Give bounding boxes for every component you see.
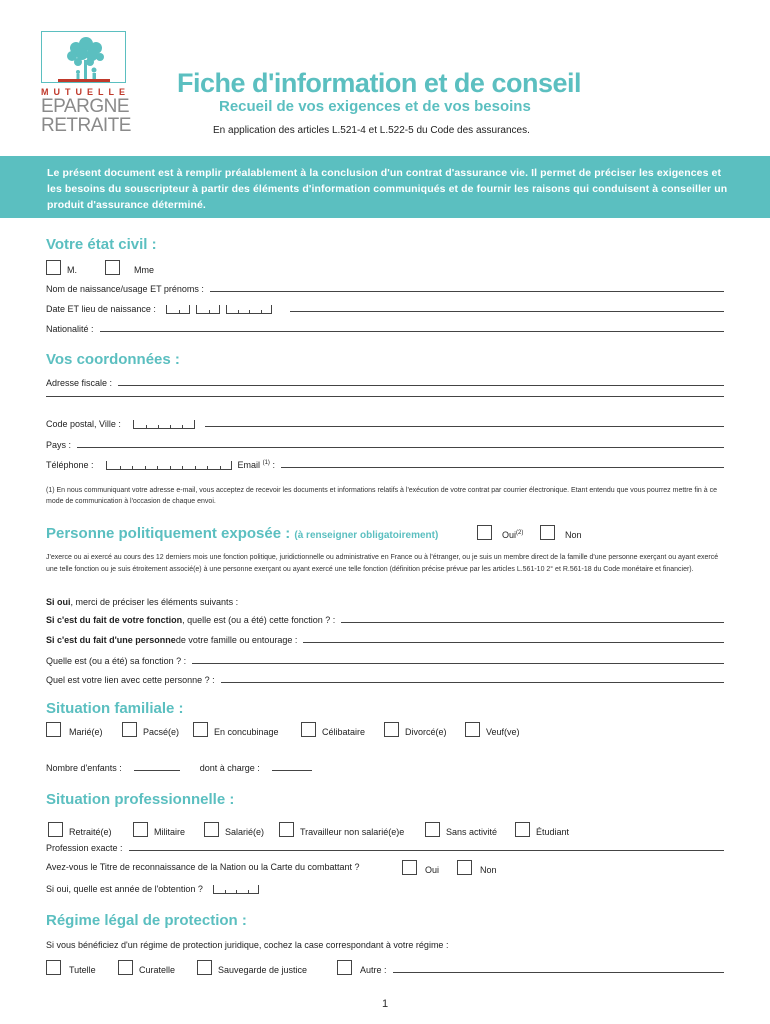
checkbox-ppe-oui-label: Oui$^{(2)}$ (502, 530, 524, 540)
checkbox-pacse-label: Pacsé(e) (143, 727, 180, 737)
section-title-coordonnees: Vos coordonnées : (46, 351, 180, 368)
checkbox-box[interactable] (118, 960, 133, 975)
checkbox-concubinage-label: En concubinage (214, 727, 279, 737)
checkbox-sans-activite[interactable] (425, 822, 497, 837)
checkbox-box[interactable] (402, 860, 417, 875)
field-autre-input[interactable] (393, 972, 724, 973)
section-title-ppe: Personne politiquement exposée : (à renseigner obligatoirement) (46, 525, 439, 542)
field-nationalite-input[interactable] (100, 331, 724, 332)
field-profession-input[interactable] (129, 850, 724, 851)
field-nom-input[interactable] (210, 291, 724, 292)
checkbox-box[interactable] (279, 822, 294, 837)
field-adresse-input-2[interactable] (46, 396, 724, 397)
field-adresse[interactable] (46, 378, 724, 388)
checkbox-titre-oui-label: Oui (425, 865, 440, 875)
field-annee-obtention[interactable] (46, 884, 265, 894)
field-nom-label: Nom de naissance/usage ET prénoms : (46, 284, 204, 294)
checkbox-concubinage[interactable] (193, 722, 279, 737)
checkbox-box[interactable] (46, 960, 61, 975)
tree-icon (41, 31, 126, 83)
titre-nation-label: Avez-vous le Titre de reconnaissance de la Nation ou la Carte du combattant ? (46, 862, 360, 872)
field-nom[interactable] (46, 284, 724, 294)
checkbox-divorce[interactable] (384, 722, 447, 737)
checkbox-m-label: M. (67, 265, 77, 275)
intro-banner: Le présent document est à remplir préalablement à la conclusion d'un contrat d'assurance vie. Il permet de préciser les exigences et les besoins du souscripteur à partir des éléments d'information communiqués et de fournir les raisons qui conduisent à conseiller un produit d'assurance déterminé. (0, 156, 770, 218)
field-telephone[interactable] (46, 460, 724, 470)
field-autre[interactable] (337, 960, 724, 975)
page-subtitle: Recueil de vos exigences et de vos besoins (219, 98, 531, 115)
checkbox-etudiant[interactable] (515, 822, 569, 837)
checkbox-box[interactable] (204, 822, 219, 837)
date-comb[interactable] (166, 304, 278, 314)
field-enfants[interactable] (46, 763, 312, 773)
checkbox-tns-label: Travailleur non salarié(e)e (300, 827, 405, 837)
field-code-postal-label: Code postal, Ville : (46, 419, 121, 429)
ppe-si-oui: Si oui , merci de préciser les éléments suivants : (46, 597, 239, 607)
field-ppe-sa-fonction[interactable] (46, 656, 724, 666)
field-code-postal[interactable] (46, 419, 724, 429)
field-nationalite[interactable] (46, 324, 724, 334)
field-ppe-sa-fonction-label: Quelle est (ou a été) sa fonction ? : (46, 656, 187, 666)
checkbox-box[interactable] (193, 722, 208, 737)
field-email-label: Email $^{(1)}$ : (237, 460, 275, 470)
checkbox-box[interactable] (384, 722, 399, 737)
checkbox-retraite-label: Retraité(e) (69, 827, 112, 837)
field-profession[interactable] (46, 843, 724, 853)
checkbox-mme-label: Mme (134, 265, 154, 275)
logo-mutuelle: MUTUELLE (41, 87, 130, 97)
checkbox-box[interactable] (515, 822, 530, 837)
annee-comb[interactable] (213, 884, 265, 894)
field-ppe-lien-input[interactable] (221, 682, 724, 683)
section-title-familiale: Situation familiale : (46, 700, 184, 717)
checkbox-curatelle-label: Curatelle (139, 965, 176, 975)
field-ppe-fonction[interactable]: Si c'est du fait de votre fonction , quelle est (ou a été) cette fonction ? : (46, 615, 724, 625)
field-profession-label: Profession exacte : (46, 843, 123, 853)
checkbox-tns[interactable] (279, 822, 404, 837)
postal-comb[interactable] (133, 419, 201, 429)
checkbox-box[interactable] (540, 525, 555, 540)
section-title-protection: Régime légal de protection : (46, 912, 247, 929)
checkbox-ppe-non-label: Non (565, 530, 582, 540)
checkbox-mme[interactable] (105, 260, 154, 275)
field-ppe-lien[interactable] (46, 675, 724, 685)
checkbox-curatelle[interactable] (118, 960, 175, 975)
checkbox-titre-oui[interactable] (402, 860, 439, 875)
checkbox-celibataire[interactable] (301, 722, 365, 737)
checkbox-tutelle[interactable] (46, 960, 96, 975)
field-ppe-lien-label: Quel est votre lien avec cette personne ? : (46, 675, 215, 685)
checkbox-etudiant-label: Étudiant (536, 827, 570, 837)
field-charge-label: dont à charge : (199, 763, 260, 773)
checkbox-salarie[interactable] (204, 822, 264, 837)
checkbox-box[interactable] (133, 822, 148, 837)
checkbox-autre-label: Autre : (360, 965, 387, 975)
checkbox-autre[interactable] (337, 960, 352, 975)
field-ppe-personne-input[interactable] (303, 642, 724, 643)
field-charge-input[interactable] (272, 770, 312, 771)
logo-epargne: EPARGNE (41, 96, 130, 117)
checkbox-retraite[interactable] (48, 822, 112, 837)
field-adresse-line2[interactable] (46, 396, 724, 399)
field-date-lieu[interactable] (46, 304, 724, 314)
field-enfants-input[interactable] (134, 770, 180, 771)
field-enfants-label: Nombre d'enfants : (46, 763, 122, 773)
section-title-professionnelle: Situation professionnelle : (46, 791, 235, 808)
field-nationalite-label: Nationalité : (46, 324, 94, 334)
field-pays-label: Pays : (46, 440, 72, 450)
checkbox-box[interactable] (46, 722, 61, 737)
checkbox-box[interactable] (465, 722, 480, 737)
checkbox-ppe-oui[interactable] (477, 525, 523, 540)
ppe-declaration: J'exerce ou ai exercé au cours des 12 derniers mois une fonction politique, juridictionnelle ou administrative en France ou à l'étranger, ou je suis un membre direct de la famille d'une personne exerçant ou ayant exercé une telle fonction ou je suis étroitement associé(e) à une personne exerçant ou ayant exercé une telle fonction (définition précise prévue par les articles L.561-10 2° et R.561-18 du Code monétaire et financier). (46, 554, 719, 573)
checkbox-box[interactable] (46, 260, 61, 275)
field-ppe-personne[interactable]: Si c'est du fait d'une personne de votre famille ou entourage : (46, 635, 724, 645)
titre-nation-question (46, 862, 360, 872)
checkbox-box[interactable] (105, 260, 120, 275)
field-ville-input[interactable] (205, 426, 724, 427)
field-date-label: Date ET lieu de naissance : (46, 304, 156, 314)
page-title: Fiche d'information et de conseil (177, 68, 581, 98)
logo-retraite: RETRAITE (41, 115, 131, 136)
checkbox-titre-non-label: Non (480, 865, 497, 875)
checkbox-titre-non[interactable] (457, 860, 497, 875)
field-pays[interactable] (46, 440, 724, 450)
field-adresse-label: Adresse fiscale : (46, 378, 113, 388)
field-ppe-fonction-input[interactable] (341, 622, 724, 623)
checkbox-sauvegarde[interactable] (197, 960, 307, 975)
checkbox-marie[interactable] (46, 722, 103, 737)
checkbox-marie-label: Marié(e) (69, 727, 103, 737)
checkbox-box[interactable] (301, 722, 316, 737)
logo (41, 31, 131, 136)
checkbox-divorce-label: Divorcé(e) (405, 727, 447, 737)
checkbox-box[interactable] (197, 960, 212, 975)
checkbox-militaire-label: Militaire (154, 827, 186, 837)
checkbox-box[interactable] (457, 860, 472, 875)
checkbox-veuf-label: Veuf(ve) (486, 727, 520, 737)
field-pays-input[interactable] (77, 447, 724, 448)
protection-intro-text: Si vous bénéficiez d'un régime de protection juridique, cochez la case correspondant à votre régime : (46, 940, 449, 950)
checkbox-box[interactable] (425, 822, 440, 837)
field-adresse-input[interactable] (118, 385, 724, 386)
checkbox-m[interactable] (46, 260, 77, 275)
field-ppe-sa-fonction-input[interactable] (192, 663, 724, 664)
checkbox-celibataire-label: Célibataire (322, 727, 366, 737)
field-annee-label: Si oui, quelle est année de l'obtention ? (46, 884, 203, 894)
field-lieu-input[interactable] (290, 311, 724, 312)
legal-reference: En application des articles L.521-4 et L.522-5 du Code des assurances. (213, 125, 530, 136)
protection-intro (46, 940, 724, 950)
checkbox-salarie-label: Salarié(e) (225, 827, 265, 837)
checkbox-tutelle-label: Tutelle (69, 965, 96, 975)
checkbox-pacse[interactable] (122, 722, 179, 737)
checkbox-sans-activite-label: Sans activité (446, 827, 498, 837)
field-email-input[interactable] (281, 467, 724, 468)
section-title-etat-civil: Votre état civil : (46, 236, 157, 253)
telephone-comb[interactable] (106, 460, 238, 470)
checkbox-box[interactable] (48, 822, 63, 837)
page-number: 1 (381, 998, 389, 1010)
checkbox-ppe-non[interactable] (540, 525, 582, 540)
checkbox-veuf[interactable] (465, 722, 520, 737)
checkbox-box[interactable] (477, 525, 492, 540)
email-footnote: (1) En nous communiquant votre adresse e-mail, vous acceptez de recevoir les documents et informations relatifs à l'exécution de votre contrat par courrier électronique. Etant entendu que vous pourrez mettre fin à ce mode de communication à l'occasion de chaque envoi. (46, 487, 717, 505)
field-telephone-label: Téléphone : (46, 460, 94, 470)
checkbox-militaire[interactable] (133, 822, 185, 837)
checkbox-sauvegarde-label: Sauvegarde de justice (218, 965, 308, 975)
checkbox-box[interactable] (122, 722, 137, 737)
